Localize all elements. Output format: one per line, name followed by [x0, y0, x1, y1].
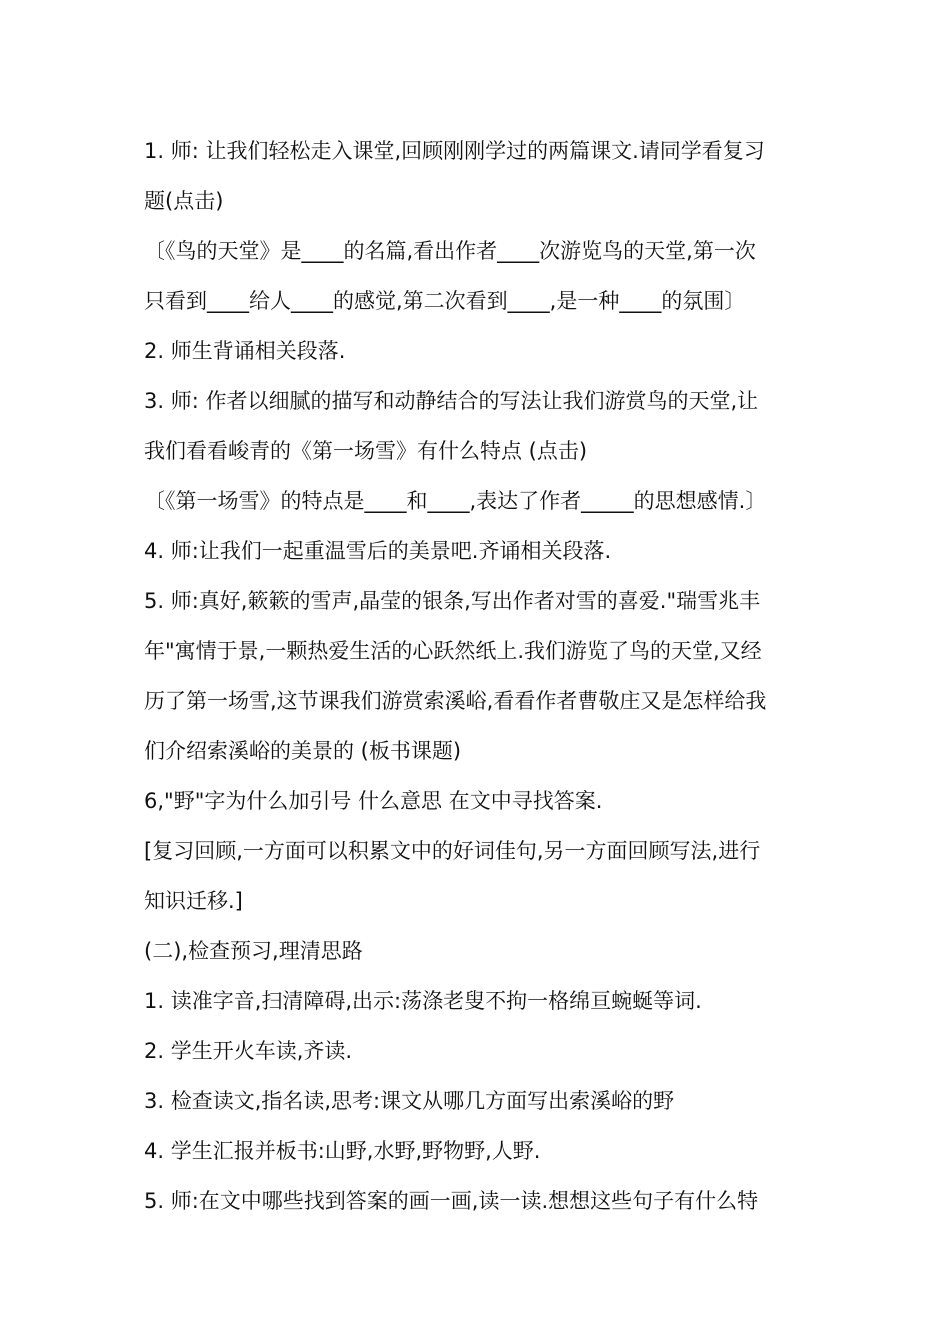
text-line: 1. 读准字音,扫清障碍,出示:荡涤老叟不拘一格绵亘蜿蜒等词.: [144, 989, 702, 1013]
text-line: 题(点击): [144, 189, 224, 213]
text-line: 只看到____给人____的感觉,第二次看到____,是一种____的氛围〕: [144, 289, 746, 313]
text-line: 〔《第一场雪》的特点是____和____,表达了作者_____的思想感情.〕: [144, 489, 767, 513]
text-line: 历了第一场雪,这节课我们游赏索溪峪,看看作者曹敬庄又是怎样给我: [144, 689, 767, 713]
text-line: 2. 师生背诵相关段落.: [144, 339, 346, 363]
text-line: (二),检查预习,理清思路: [144, 939, 363, 963]
text-line: 我们看看峻青的《第一场雪》有什么特点 (点击): [144, 439, 588, 463]
text-line: 4. 师:让我们一起重温雪后的美景吧.齐诵相关段落.: [144, 539, 612, 563]
text-line: 知识迁移.]: [144, 889, 243, 913]
text-line: [复习回顾,一方面可以积累文中的好词佳句,另一方面回顾写法,进行: [144, 839, 761, 863]
text-line: 6,"野"字为什么加引号 什么意思 在文中寻找答案.: [144, 789, 603, 813]
text-line: 5. 师:在文中哪些找到答案的画一画,读一读.想想这些句子有什么特: [144, 1189, 759, 1213]
text-line: 5. 师:真好,簌簌的雪声,晶莹的银条,写出作者对雪的喜爱."瑞雪兆丰: [144, 589, 761, 613]
text-line: 2. 学生开火车读,齐读.: [144, 1039, 353, 1063]
text-line: 4. 学生汇报并板书:山野,水野,野物野,人野.: [144, 1139, 541, 1163]
text-line: 3. 检查读文,指名读,思考:课文从哪几方面写出索溪峪的野: [144, 1089, 675, 1113]
text-line: 们介绍索溪峪的美景的 (板书课题): [144, 739, 462, 763]
text-line: 3. 师: 作者以细腻的描写和动静结合的写法让我们游赏鸟的天堂,让: [144, 389, 759, 413]
text-line: 年"寓情于景,一颗热爱生活的心跃然纸上.我们游览了鸟的天堂,又经: [144, 639, 762, 663]
text-line: 1. 师: 让我们轻松走入课堂,回顾刚刚学过的两篇课文.请同学看复习: [144, 139, 765, 163]
text-line: 〔《鸟的天堂》是____的名篇,看出作者____次游览鸟的天堂,第一次: [144, 239, 756, 263]
